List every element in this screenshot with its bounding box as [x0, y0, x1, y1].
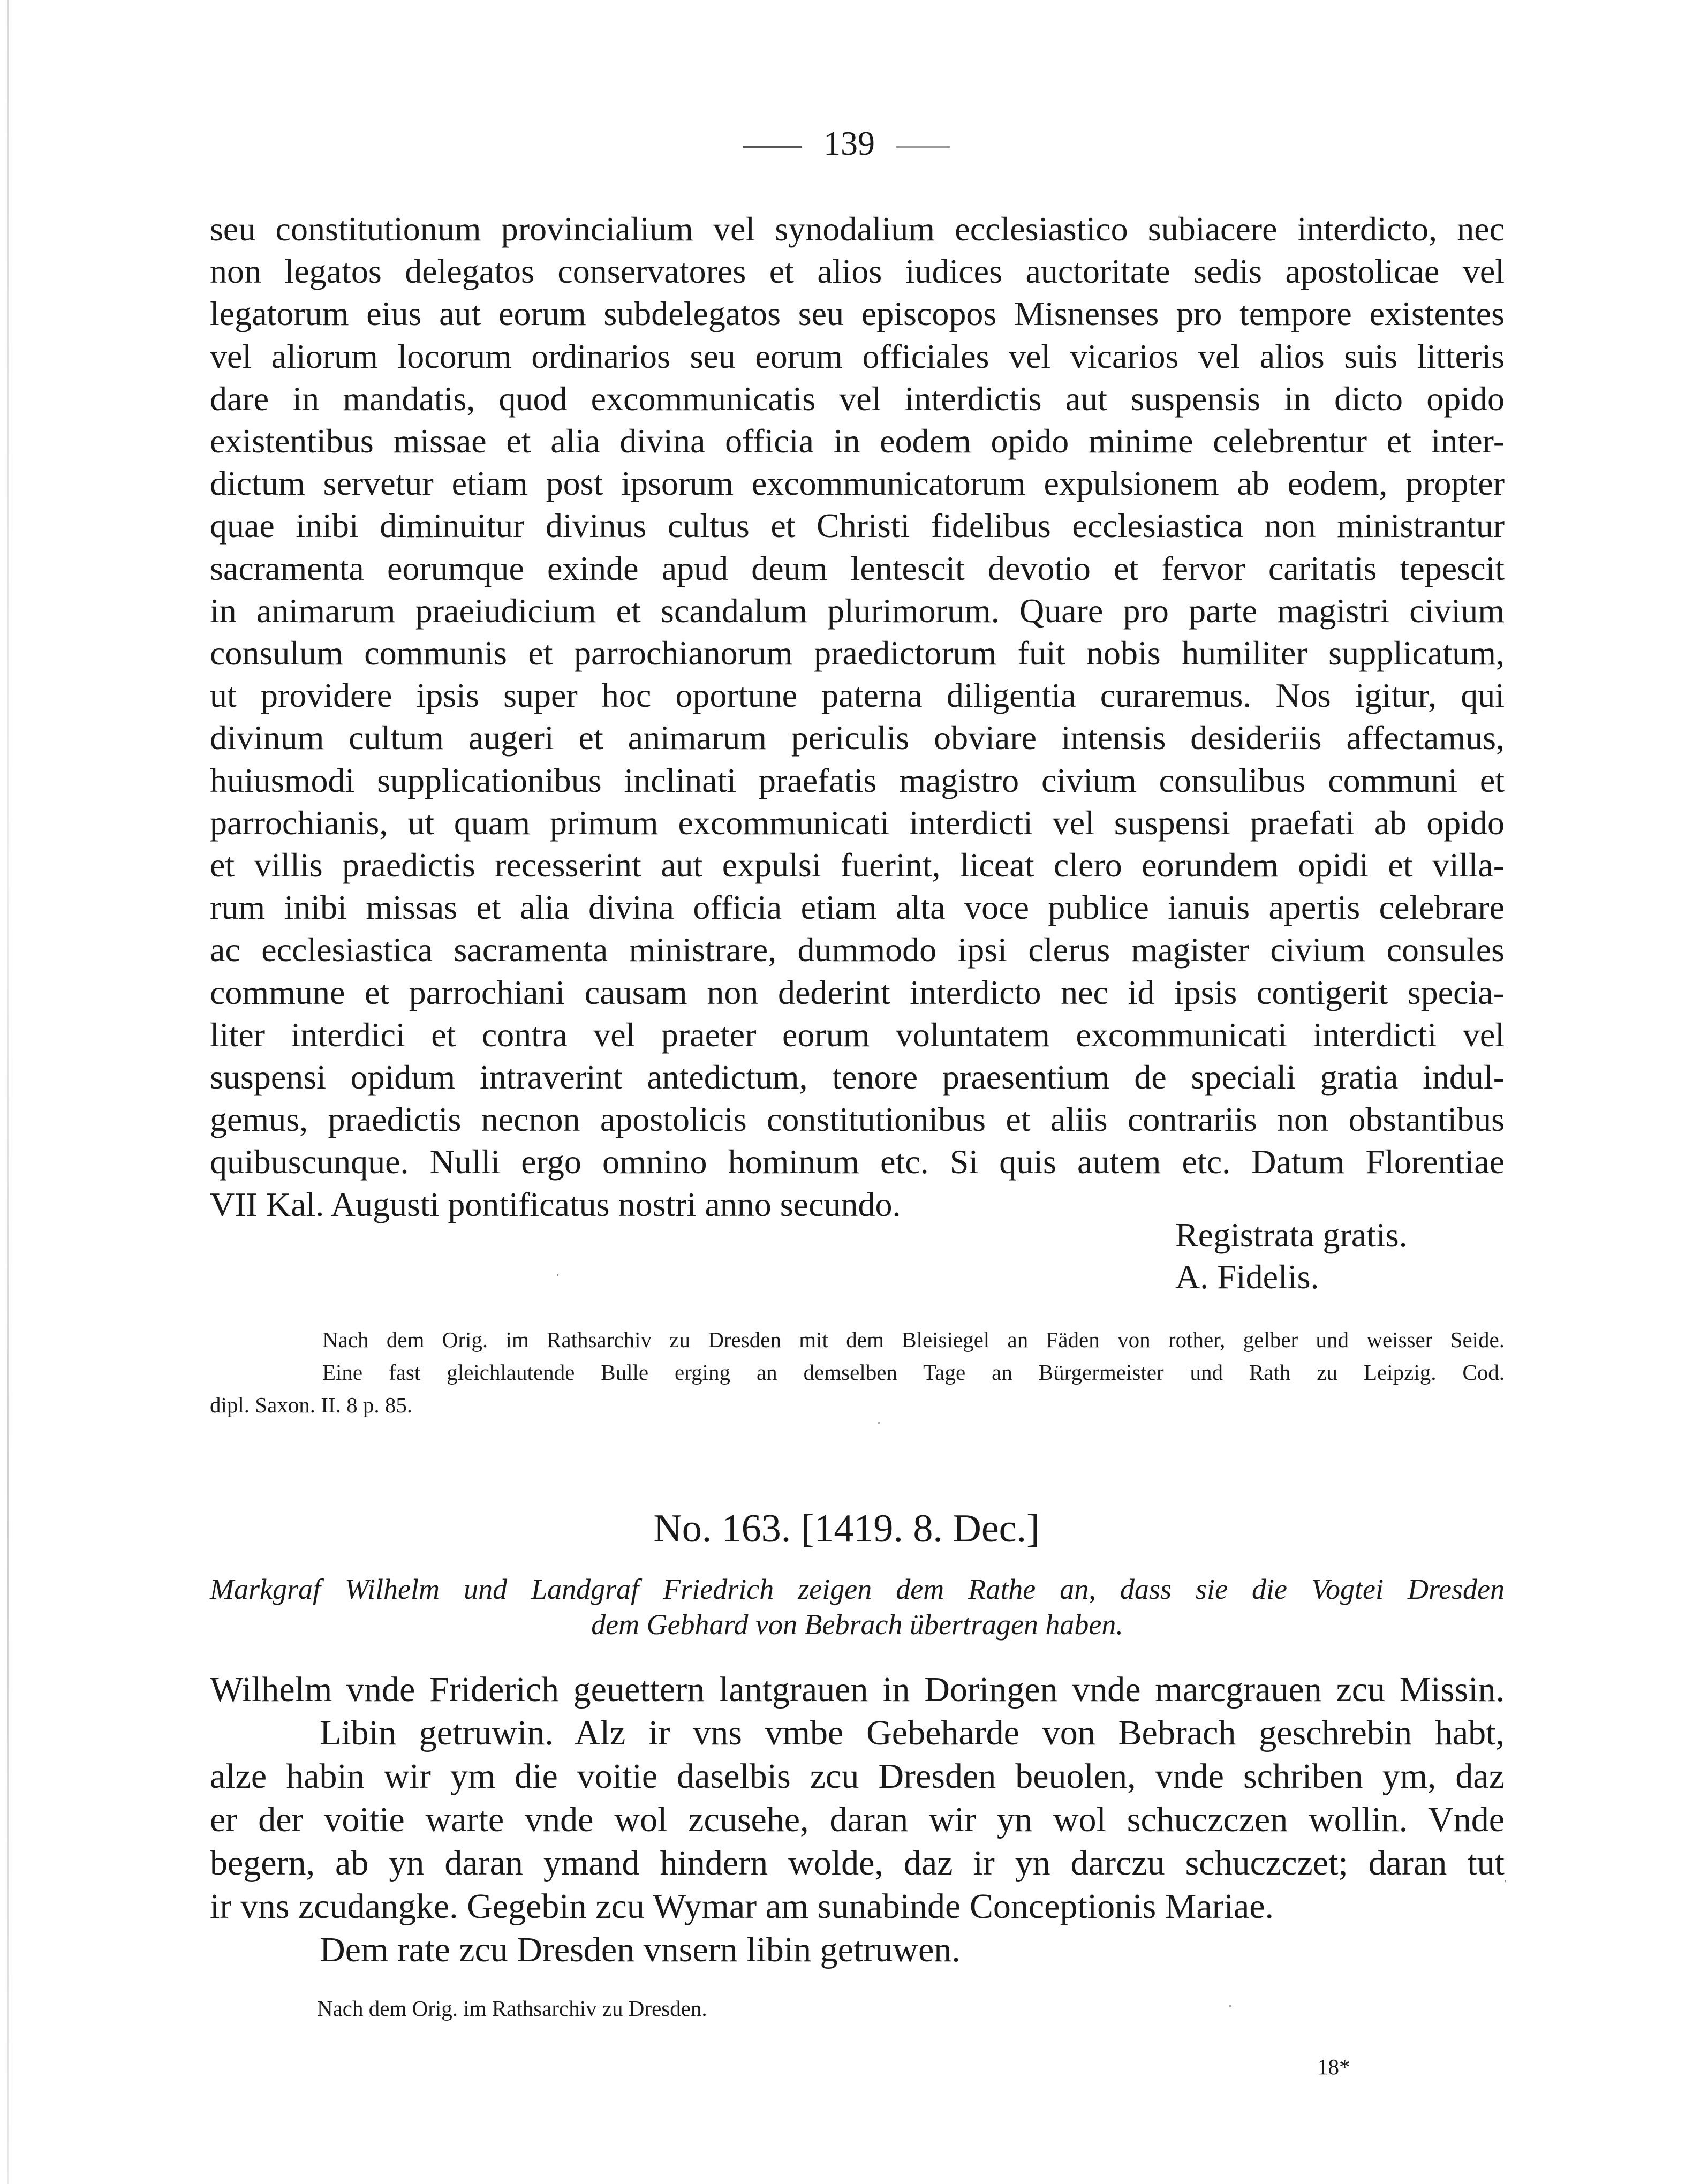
footnote-source [210, 1324, 1505, 1422]
page-number: 139 [823, 124, 875, 162]
main-text-line: dictum servetur etiam post ipsorum excommunicatorum expulsionem ab eodem, propter [210, 464, 1505, 503]
document-title: No. 163. [1419. 8. Dec.] [653, 1507, 1040, 1551]
scan-speck [878, 1422, 880, 1424]
header-dash-right [896, 146, 950, 148]
document-text-line: begern, ab yn daran ymand hindern wolde, daz ir yn darczu schuczczet; daran tut [210, 1843, 1505, 1883]
main-text-line: huiusmodi supplicationibus inclinati praefatis magistro civium consulibus communi et [210, 761, 1505, 799]
main-text-line: legatorum eius aut eorum subdelegatos seu episcopos Misnenses pro tempore existentes [210, 294, 1505, 333]
header-dash-left [743, 146, 802, 148]
footnote-line: dipl. Saxon. II. 8 p. 85. [210, 1393, 413, 1417]
summary-line: Markgraf Wilhelm und Landgraf Friedrich zeigen dem Rathe an, dass sie die Vogtei Dresden [210, 1573, 1505, 1605]
main-text-line: ut providere ipsis super hoc oportune paterna diligentia curaremus. Nos igitur, qui [210, 676, 1505, 715]
main-text-line: seu constitutionum provincialium vel synodalium ecclesiastico subiacere interdicto, nec [210, 210, 1505, 248]
main-text-line: commune et parrochiani causam non dederint interdicto nec id ipsis contigerit specia- [210, 973, 1505, 1011]
document-summary [210, 1571, 1505, 1642]
main-text-line: ac ecclesiastica sacramenta ministrare, dummodo ipsi clerus magister civium consules [210, 931, 1505, 969]
footnote-line: Eine fast gleichlautende Bulle erging an demselben Tage an Bürgermeister und Rath zu Leipzig. Cod. [322, 1360, 1505, 1385]
main-text-line: vel aliorum locorum ordinarios seu eorum officiales vel vicarios vel alios suis litteris [210, 337, 1505, 375]
main-text-line: existentibus missae et alia divina officia in eodem opido minime celebrentur et inter- [210, 422, 1505, 460]
registration-note: Registrata gratis. [1175, 1216, 1408, 1254]
main-text-line: divinum cultum augeri et animarum periculis obviare intensis desideriis affectamus, [210, 719, 1505, 757]
main-text-line: in animarum praeiudicium et scandalum plurimorum. Quare pro parte magistri civium [210, 591, 1505, 630]
main-text-line: et villis praedictis recesserint aut expulsi fuerint, liceat clero eorundem opidi et villa- [210, 846, 1505, 885]
document-text-line: Wilhelm vnde Friderich geuettern lantgrauen in Doringen vnde marcgrauen zcu Missin. [210, 1670, 1505, 1709]
scan-edge-shadow [7, 0, 9, 2184]
scan-speck [557, 1274, 558, 1276]
document-text-line: er der voitie warte vnde wol zcusehe, daran wir yn wol schuczczen wollin. Vnde [210, 1800, 1505, 1839]
signature-mark: 18* [1317, 2054, 1350, 2079]
main-text-line: rum inibi missas et alia divina officia etiam alta voce publice ianuis apertis celebrare [210, 888, 1505, 927]
scan-speck [1229, 2005, 1231, 2007]
main-text-line: non legatos delegatos conservatores et alios iudices auctoritate sedis apostolicae vel [210, 252, 1505, 291]
main-text-line: sacramenta eorumque exinde apud deum lentescit devotio et fervor caritatis tepescit [210, 549, 1505, 587]
page-header [0, 122, 1693, 165]
main-text-line: liter interdici et contra vel praeter eorum voluntatem excommunicati interdicti vel [210, 1015, 1505, 1054]
document-text-line: alze habin wir ym die voitie daselbis zcu Dresden beuolen, vnde schriben ym, daz [210, 1757, 1505, 1796]
main-text-line: VII Kal. Augusti pontificatus nostri anno secundo. [210, 1185, 901, 1223]
footnote-line: Nach dem Orig. im Rathsarchiv zu Dresden mit dem Bleisiegel an Fäden von rother, gelber und weisser Seide. [322, 1327, 1505, 1352]
main-text-line: parrochianis, ut quam primum excommunicati interdicti vel suspensi praefati ab opido [210, 803, 1505, 842]
summary-line: dem Gebhard von Bebrach übertragen haben. [591, 1608, 1123, 1641]
main-text-line: gemus, praedictis necnon apostolicis constitutionibus et aliis contrariis non obstantibus [210, 1100, 1505, 1139]
main-text-line: dare in mandatis, quod excommunicatis vel interdictis aut suspensis in dicto opido [210, 379, 1505, 418]
main-text [210, 208, 1505, 1226]
scan-speck [1505, 1880, 1506, 1882]
document-text-line: ir vns zcudangke. Gegebin zcu Wymar am sunabinde Conceptionis Mariae. [210, 1887, 1274, 1926]
document-text [210, 1668, 1505, 1971]
footnote-source-2: Nach dem Orig. im Rathsarchiv zu Dresden. [317, 1996, 707, 2021]
document-text-line: Dem rate zcu Dresden vnsern libin getruwen. [320, 1930, 961, 1969]
main-text-line: suspensi opidum intraverint antedictum, tenore praesentium de speciali gratia indul- [210, 1058, 1505, 1097]
document-text-line: Libin getruwin. Alz ir vns vmbe Gebeharde von Bebrach geschrebin habt, [320, 1713, 1505, 1752]
main-text-line: consulum communis et parrochianorum praedictorum fuit nobis humiliter supplicatum, [210, 634, 1505, 672]
main-text-line: quibuscunque. Nulli ergo omnino hominum etc. Si quis autem etc. Datum Florentiae [210, 1143, 1505, 1181]
main-text-line: quae inibi diminuitur divinus cultus et Christi fidelibus ecclesiastica non ministrantur [210, 507, 1505, 545]
signatory-name: A. Fidelis. [1175, 1258, 1319, 1296]
